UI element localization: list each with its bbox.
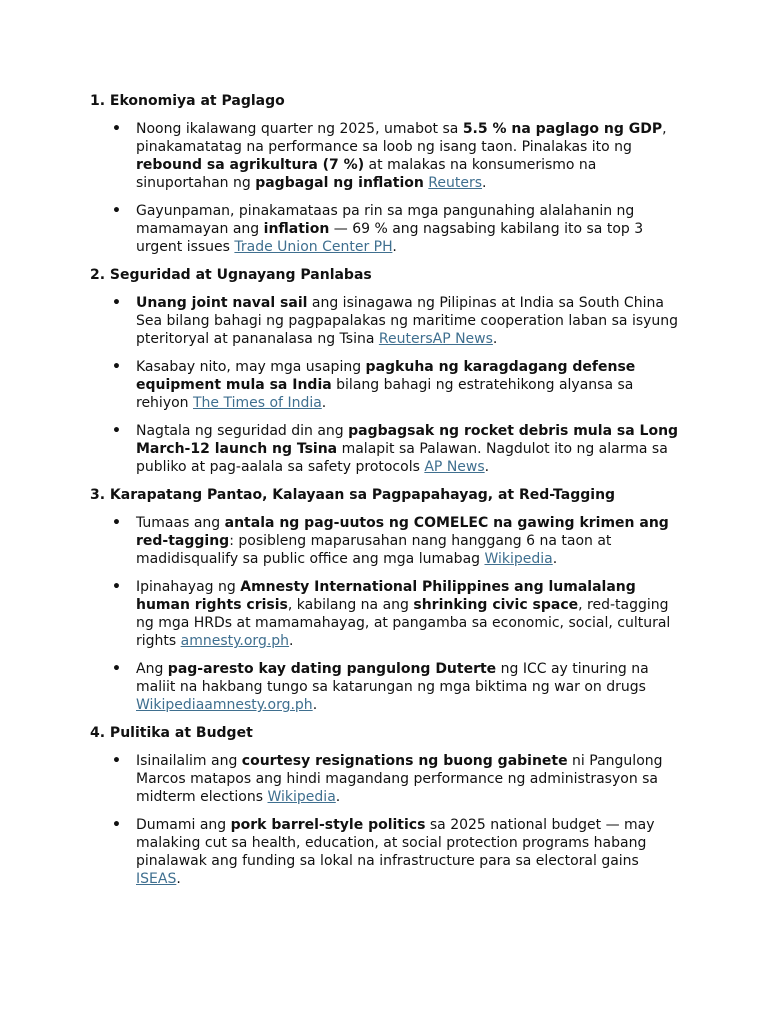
bullet-icon: • — [112, 579, 121, 595]
body-text: — 69 % ang nagsabing kabilang ito sa top 3 urgent issues — [136, 221, 644, 255]
body-text: . — [484, 459, 490, 475]
bullet-icon: • — [112, 661, 121, 677]
list-item — [90, 514, 680, 568]
body-text: Kasabay nito, may mga usaping — [136, 359, 366, 375]
body-text: . — [492, 331, 498, 347]
section-heading: 2. Seguridad at Ugnayang Panlabas — [90, 267, 372, 283]
body-text: . — [312, 697, 318, 713]
body-text: . — [392, 239, 397, 255]
body-text: Noong ikalawang quarter ng 2025, umabot sa — [136, 121, 463, 137]
emphasis-text: pagbagal ng inflation — [255, 175, 424, 191]
bullet-icon: • — [112, 295, 121, 311]
body-text: bilang bahagi ng estratehikong alyansa sa rehiyon — [136, 377, 634, 411]
emphasis-text: pagkuha ng karagdagang defense equipment mula sa India — [136, 359, 636, 393]
body-text: malapit sa Palawan. Nagdulot ito ng alarma sa publiko at pag-aalala sa safety protocols — [136, 441, 668, 475]
list-item — [90, 422, 680, 476]
bullet-icon: • — [112, 423, 121, 439]
emphasis-text: Amnesty International Philippines ang lumalalang human rights crisis — [136, 579, 636, 613]
body-text: Ang — [136, 661, 168, 677]
bullet-icon: • — [112, 359, 121, 375]
body-text: Tumaas ang — [136, 515, 225, 531]
source-link[interactable]: Wikipedia — [267, 789, 336, 805]
list-item — [90, 752, 680, 806]
emphasis-text: shrinking civic space — [413, 597, 579, 613]
body-text: Ipinahayag ng — [136, 579, 241, 595]
document-content — [90, 92, 680, 898]
source-link[interactable]: Wikipedia — [484, 551, 553, 567]
source-link[interactable]: The Times of India — [193, 395, 322, 411]
body-text: , pinakamatatag na performance sa loob ng isang taon. Pinalakas ito ng — [136, 121, 667, 155]
body-text: Isinailalim ang — [136, 753, 242, 769]
body-text: . — [289, 633, 294, 649]
bullet-icon: • — [112, 817, 121, 833]
source-link[interactable]: Reuters — [428, 175, 483, 191]
list-item — [90, 202, 680, 256]
body-text: ni Pangulong Marcos matapos ang hindi magandang performance ng administrasyon sa midterm elections — [136, 753, 663, 805]
section-heading: 4. Pulitika at Budget — [90, 725, 253, 741]
bullet-list — [90, 120, 680, 256]
bullet-icon: • — [112, 515, 121, 531]
section-heading: 1. Ekonomiya at Paglago — [90, 93, 285, 109]
bullet-list — [90, 514, 680, 714]
list-item — [90, 660, 680, 714]
body-text: : posibleng maparusahan nang hanggang 6 na taon at madidisqualify sa public office ang mga lumabag — [136, 533, 612, 567]
section-heading: 3. Karapatang Pantao, Kalayaan sa Pagpapahayag, at Red-Tagging — [90, 487, 616, 503]
body-text: . — [176, 871, 181, 887]
source-link[interactable]: Wikipediaamnesty.org.ph — [136, 697, 313, 713]
body-text: ang isinagawa ng Pilipinas at India sa South China Sea bilang bahagi ng pagpapalakas ng maritime cooperation laban sa isyung pteritoryal at pananalasa ng Tsina — [136, 295, 679, 347]
body-text: , kabilang na ang — [287, 597, 414, 613]
body-text: . — [335, 789, 341, 805]
emphasis-text: pag-aresto kay dating pangulong Duterte — [167, 661, 497, 677]
emphasis-text: rebound sa agrikultura (7 %) — [136, 157, 365, 173]
list-item — [90, 358, 680, 412]
body-text: , red-tagging ng mga HRDs at mamamahayag, at pangamba sa economic, social, cultural rights — [136, 597, 671, 649]
list-item — [90, 294, 680, 348]
body-text: Gayunpaman, pinakamataas pa rin sa mga pangunahing alalahanin ng mamamayan ang — [136, 203, 635, 237]
emphasis-text: pagbagsak ng rocket debris mula sa Long March-12 launch ng Tsina — [136, 423, 679, 457]
source-link[interactable]: amnesty.org.ph — [180, 633, 290, 649]
body-text: sa 2025 national budget — may malaking cut sa health, education, at social protection programs habang pinalawak ang funding sa lokal na infrastructure para sa electoral gains — [136, 817, 655, 869]
list-item — [90, 816, 680, 888]
emphasis-text: Unang joint naval sail — [136, 295, 308, 311]
source-link[interactable]: ISEAS — [136, 871, 177, 887]
body-text: . — [552, 551, 558, 567]
source-link[interactable]: ReutersAP News — [378, 331, 493, 347]
body-text: . — [321, 395, 327, 411]
body-text: Nagtala ng seguridad din ang — [136, 423, 349, 439]
body-text: . — [482, 175, 487, 191]
source-link[interactable]: Trade Union Center PH — [234, 239, 393, 255]
emphasis-text: courtesy resignations ng buong gabinete — [241, 753, 568, 769]
list-item — [90, 578, 680, 650]
emphasis-text: inflation — [263, 221, 330, 237]
body-text: at malakas na konsumerismo na sinuportahan ng — [136, 157, 597, 191]
bullet-icon: • — [112, 203, 121, 219]
bullet-list — [90, 294, 680, 476]
body-text: ng ICC ay tinuring na maliit na hakbang tungo sa katarungan ng mga biktima ng war on drugs — [136, 661, 649, 695]
bullet-list — [90, 752, 680, 888]
emphasis-text: pork barrel-style politics — [230, 817, 426, 833]
source-link[interactable]: AP News — [424, 459, 485, 475]
bullet-icon: • — [112, 753, 121, 769]
emphasis-text: antala ng pag-uutos ng COMELEC na gawing krimen ang red-tagging — [136, 515, 669, 549]
list-item — [90, 120, 680, 192]
bullet-icon: • — [112, 121, 121, 137]
body-text: Dumami ang — [136, 817, 231, 833]
emphasis-text: 5.5 % na paglago ng GDP — [462, 121, 663, 137]
